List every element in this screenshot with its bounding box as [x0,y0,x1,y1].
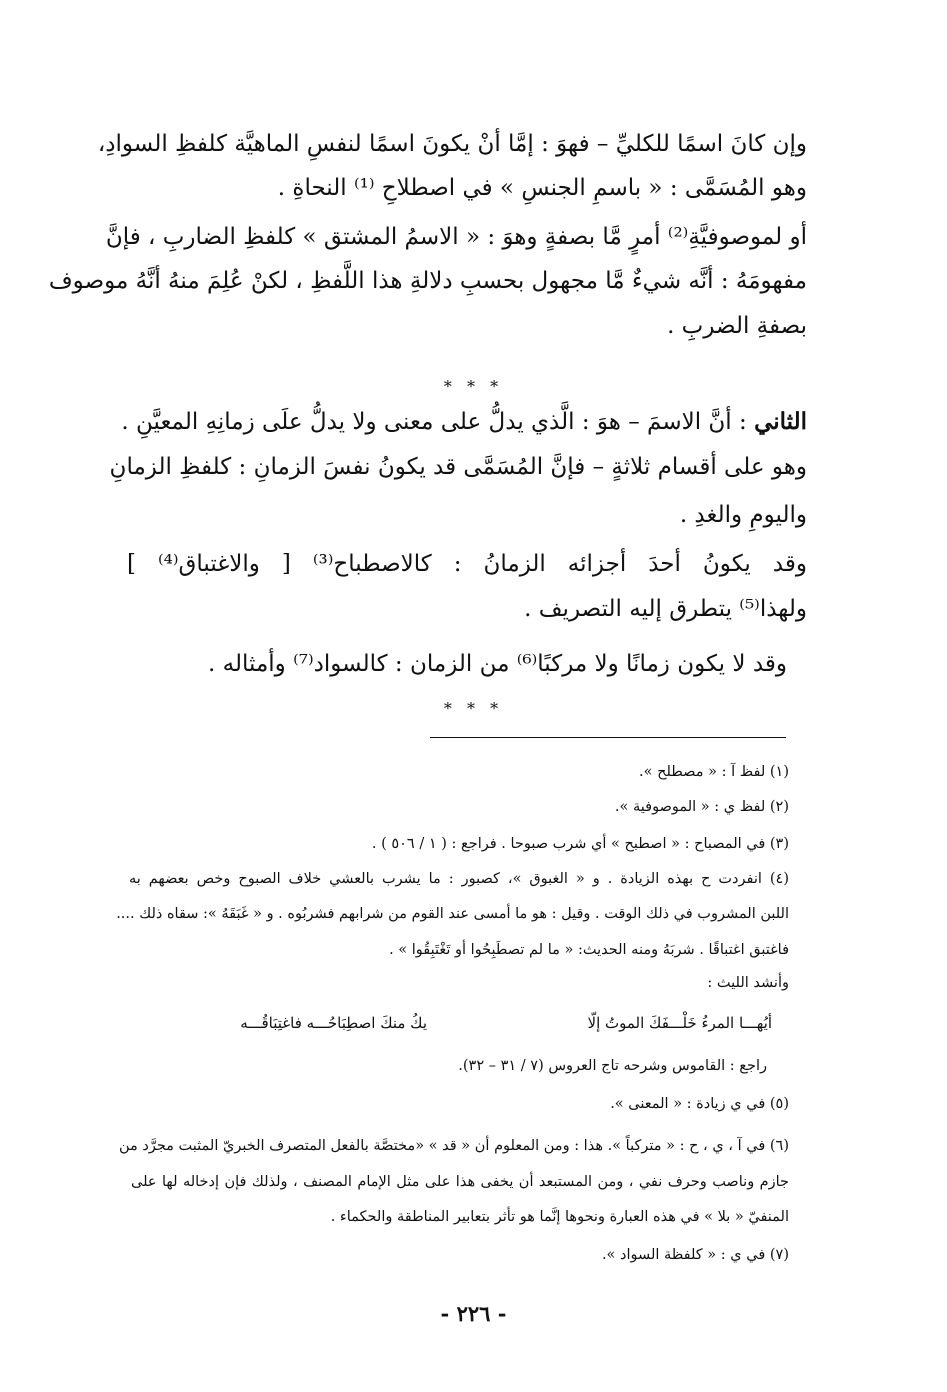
footnote-separator [430,737,786,738]
main-line-2: وهو المُسَمَّى : « باسمِ الجنسِ » في اصطلاحِ ⁽¹⁾ النحاةِ . [277,175,807,201]
footnote-4-line-4: وأنشد الليث : [707,975,789,991]
main-line-5: بصفةِ الضربِ . [667,313,807,339]
footnote-4-line-1: (٤) انفردت ح بهذه الزيادة . و « الغبوق »، كصبور : ما يشرب بالعشي خلاف الصبوح وخص بعضهم به [129,871,789,887]
verse-second-hemistich: يكُ منكَ اصطِبَاحُـــه فاغتِبَاقُـــه [240,1014,427,1032]
footnote-6-line-1: (٦) في آ ، ي ، ح : « متركباً ». هذا : ومن المعلوم أن « قد » «مختصَّة بالفعل المتصرف الخبريّ المثبت مجرَّد من [118,1138,789,1154]
main-line-10: ولهذا⁽⁵⁾ يتطرق إليه التصريف . [524,596,807,622]
main-line-6 [121,408,807,435]
footnote-2: (٢) لفظ ي : « الموصوفية ». [614,799,789,815]
footnote-1: (١) لفظ آ : « مصطلح ». [639,764,789,780]
main-line-3: أو لموصوفيَّةِ⁽²⁾ أمرٍ مَّا بصفةٍ وهوَ : « الاسمُ المشتق » كلفظِ الضاربِ ، فإنَّ [105,224,807,250]
main-line-11: وقد لا يكون زمانًا ولا مركبًا⁽⁶⁾ من الزمان : كالسواد⁽⁷⁾ وأمثاله . [208,651,787,677]
main-line-7: وهو على أقسام ثلاثةٍ – فإنَّ المُسَمَّى قد يكونُ نفسَ الزمانِ : كلفظِ الزمانِ [109,454,807,480]
footnote-6-line-3: المنفيّ « بلا » في هذه العبارة ونحوها إنَّما هو تأثر بتعابير المناطقة والحكماء . [330,1209,789,1225]
main-line-8: واليومِ والغدِ . [679,502,807,528]
footnote-3: (٣) في المصباح : « اصطبح » أي شرب صبوحا . فراجع : ( ١ / ٥٠٦ ) . [371,836,789,852]
footnote-6-line-2: جازم وناصب وحرف نفي ، ومن المستبعد أن يخفى هذا على مثل الإمام المصنف ، ولذلك فإن إدخاله لها على [131,1174,789,1190]
footnote-4-reference: راجع : القاموس وشرحه تاج العروس (٧ / ٣١ – ٣٢). [458,1058,767,1074]
section-divider-stars-2: * * * [443,699,504,718]
footnote-5: (٥) في ي زيادة : « المعنى ». [610,1096,789,1112]
footnote-7: (٧) في ي : « كلفظة السواد ». [601,1247,789,1263]
main-line-4: مفهومَهُ : أنَّه شيءٌ مَّا مجهول بحسبِ دلالةِ هذا اللَّفظِ ، لكنْ عُلِمَ منهُ أنَّهُ موصوف [48,268,807,294]
verse-first-hemistich: أيُهـــا المرءُ خَلْـــفَكَ الموتُ إلّا [587,1014,772,1032]
page-number: - ٢٢٦ - [440,1301,507,1326]
footnote-4-line-3: فاغتبق اغتباقًا . شربَهُ ومنه الحديث: « ما لم تصطَبِحُوا أو تَغْتَبِقُوا » . [389,942,789,958]
thani-definition: : أنَّ الاسمَ – هوَ : الَّذي يدلُّ على معنى ولا يدلُّ علَى زمانِهِ المعيَّنِ . [121,409,747,435]
section-heading-thani: الثاني [754,408,807,435]
section-divider-stars: * * * [443,377,504,396]
main-line-9: وقد يكونُ أحدَ أجزائه الزمانُ : كالاصطباح⁽³⁾ [ والاغتباق⁽⁴⁾ ] [127,551,807,577]
main-line-1: وإن كانَ اسمًا للكليِّ – فهوَ : إمَّا أنْ يكونَ اسمًا لنفسِ الماهيَّة كلفظِ السوادِ، [97,131,807,157]
footnote-4-line-2: اللبن المشروب في ذلك الوقت . وقيل : هو ما أمسى عند القوم من شرابهم فشربُوه . و « غَبَقَهُ »: سقاه ذلك .... [116,906,789,922]
